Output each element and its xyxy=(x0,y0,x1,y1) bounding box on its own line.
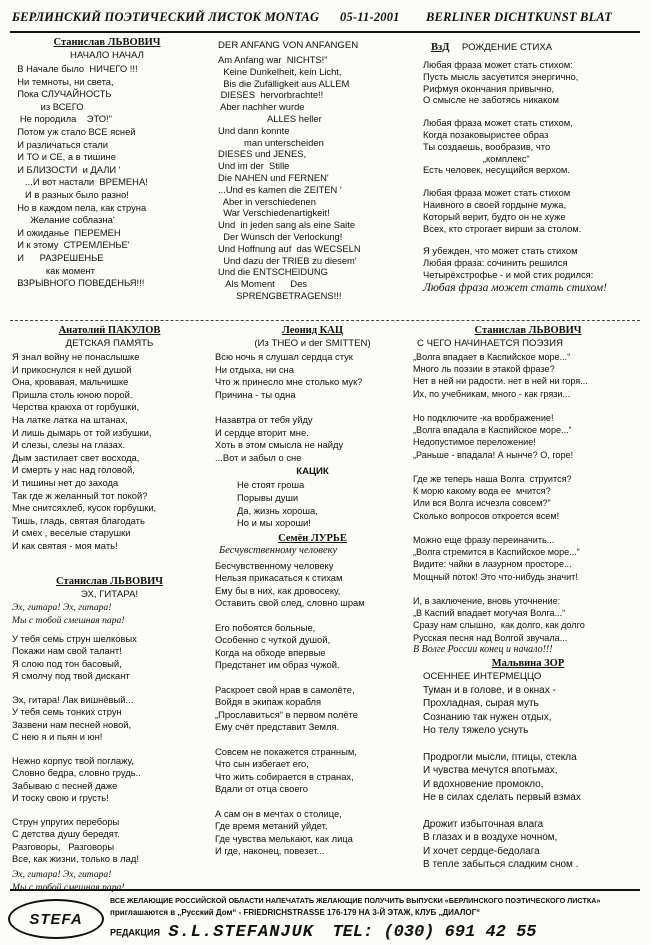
poem-stanza-1: Любая фраза может стать стихом: Пусть мысль засуетится энергично, Рифмуя окончания привычно, О смысле не заботясь никаком xyxy=(423,59,579,106)
poem-detskaya-pamyat xyxy=(12,325,207,553)
poem-text: „Волга впадает в Каспийское море...“ Много ль поэзии в этакой фразе? Нет в ней ни радости. нет в ней ни горя... Их, по учебникам, много - как грязи... Но подключите -ка воображение! „Волга впадала в Каспийское море...“ Недопустимое переложение! „Раньше - впадала! А нынче? О, горе! Где же теперь наша Волга струится? К морю какому вода ее мчится? Или вся Волга исчезла совсем?" Сколько вопросов откроется всем! Можно еще фразу переиначить... „Волга стремится в Каспийское море...“ Видите: чайки в лазурном просторе... Мощный поток! Это что-нибудь значит! И, в заключение, вновь уточнение: „В Каспий впадает могучая Волга...“ Сразу нам слышно, как долго, как долго Русская песня над Волгой звучала... xyxy=(413,352,588,643)
poem-title-lurie: Бесчувственному человеку xyxy=(219,544,338,556)
poem-s-chego xyxy=(413,325,643,872)
poem-stanza-2: Любая фраза может стать стихом, Когда позаковыристее образ Ты создаешь, вообразив, что „комплекс“ Есть человек, несущийся верхом. xyxy=(423,117,573,176)
poem-rozhdenie-stikha xyxy=(423,37,638,294)
poem-title: С ЧЕГО НАЧИНАЕТСЯ ПОЭЗИЯ xyxy=(417,338,563,349)
poem-text-zor: Туман и в голове, и в окнах - Прохладная, сырая муть Сознанию так нужен отдых, Но телу тяжело уснуть Продрогли мысли, птицы, стекла И чувства мечутся впотьмах, И вдохновение промокло, Не в силах сделать первый взмах Дрожит избыточная влага В глазах и в воздухе ночном, И хочет сердце-бедолага В тепле забыться сладким сном . xyxy=(423,684,581,871)
masthead-title-de: BERLINER DICHTKUNST BLAT xyxy=(426,10,613,24)
poem-stanza-4: Я убежден, что может стать стихом Любая фраза: сочинить решился Четырёхстрофье - и мой стих родился: xyxy=(423,245,594,280)
poem-kats xyxy=(215,325,410,857)
poem-epigraph: Эх, гитара! Эх, гитара! Мы с тобой смешная пара! xyxy=(12,602,125,626)
poem-final-line: Любая фраза может стать стихом! xyxy=(423,281,607,294)
poem-stanza-3: Любая фраза может стать стихом Наивного в своей гордыне мужа, Который верит, будто он не хуже Всех, кто строгает вирши за столом. xyxy=(423,187,582,234)
poem-author: ВзД xyxy=(431,42,450,53)
poem-author: Леонид КАЦ xyxy=(281,325,344,336)
poem-text: Всю ночь я слушал сердца стук Ни отдыха, ни сна Что ж принесло мне столько мук? Причина - ты одна Назавтра от тебя уйду И сердце вторит мне. Хоть в этом смысла не найду ...Вот и забыл о сне xyxy=(215,351,363,463)
poem-title: НАЧАЛО НАЧАЛ xyxy=(70,50,144,61)
stefa-logo: STEFA xyxy=(8,899,104,939)
poem-title-zor: ОСЕННЕЕ ИНТЕРМЕЦЦО xyxy=(423,670,542,682)
footer-rule xyxy=(10,889,640,891)
masthead xyxy=(12,8,640,30)
poem-text: У тебя семь струн шелковых Покажи нам свой талант! Я слою под тон басовый, Я смолчу под твой дискант Эх, гитара! Лак вишнёвый... У тебя семь тонких струн Зазвени нам песней новой, С нею я и пьян и юн! Нежно корпус твой поглажу, Словно бедра, словно грудь.. Забываю с песней даже И тоску свою и грусть! Струн упругих переборы С детства душу бередят. Разговоры, Разговоры Все, как жизни, только в лад! xyxy=(12,633,141,864)
poem-author: Станислав ЛЬВОВИЧ xyxy=(56,576,163,587)
poem-closing: В Волге России конец и начало!!! xyxy=(413,643,553,655)
masthead-rule xyxy=(10,31,640,33)
editor-name: S.L.STEFANJUK xyxy=(168,923,314,942)
poem-text-lurie: Бесчувственному человеку Нельзя прикасаться к стихам Ему бы в них, как дровосеку, Оставить свой след, словно шрам Его побоятся больные, Особенно с чуткой душой, Когда на обходе впервые Предстанет им образ чужой. Раскроет свой нрав в самолёте, Войдя в экипаж корабля „Прославиться“ в первом полёте Ему счёт представит Земля. Совсем не покажется странным, Что сын избегает его, Что жить собирается в странах, Вдали от отца своего А сам он в мечтах о столице, Где время метаний уйдет, Где чувства мелькают, как лица И где, наконец, повезет... xyxy=(215,559,365,857)
section-divider xyxy=(10,320,640,321)
poem-refrain: Эх, гитара! Эх, гитара! Мы с тобой смешная пара! xyxy=(12,869,125,893)
footer-notice-2: приглашаются в „Русский Дом“ - FRIEDRICHSTRASSE 176-179 НА 3-Й ЭТАЖ, КЛУБ „ДИАЛОГ“ xyxy=(110,908,481,917)
poem-text-katsik: Не стоят гроша Порывы души Да, жизнь хороша, Но и мы хороши! xyxy=(237,479,318,529)
poem-author: Анатолий ПАКУЛОВ xyxy=(58,325,161,336)
poem-author: Станислав ЛЬВОВИЧ xyxy=(53,37,161,48)
editor-phone: TEL: (030) 691 42 55 xyxy=(332,923,537,942)
poem-author-zor: Мальвина ЗОР xyxy=(491,657,565,669)
poem-text: Я знал войну не понаслышке И прикоснулся к ней душой Она, кровавая, мальчишке Пришла столь юною порой. Черства краюха от горбушки, На латке латка на штанах, И лишь дымарь от той избушки, И слезы, слезы на глазах. Дым застилает свет восхода, И смерть у нас над головой, И тишины нет до захода Так где ж желанный тот покой? Мне снитсяхлеб, кусок горбушки, Тишь, гладь, святая благодать И смех , веселые старушки И как святая - моя мать! xyxy=(12,351,157,551)
footer-notice-1: ВСЕ ЖЕЛАЮЩИЕ РОССИЙСКОЙ ОБЛАСТИ НАПЕЧАТАТЬ ЖЕЛАЮЩИЕ ПОЛУЧИТЬ ВЫПУСКИ «БЕРЛИНСКОГО ПОЭТИЧЕСКОГО ЛИСТКА» xyxy=(110,896,601,905)
poem-author: Станислав ЛЬВОВИЧ xyxy=(474,325,582,336)
editor-label: РЕДАКЦИЯ xyxy=(110,927,160,938)
poem-title: ДЕТСКАЯ ПАМЯТЬ xyxy=(65,338,154,349)
poem-author-lurie: Семён ЛУРЬЕ xyxy=(278,532,347,544)
poem-text: В Начале было НИЧЕГО !!! Ни темноты, ни света, Пока СЛУЧАЙНОСТЬ из ВСЕГО Не породила ЭТО!" Потом уж стало ВСЕ ясней И различаться стали И ТО и СЕ, а в тишине И БЛИЗОСТИ и ДАЛИ ' ...И вот настали ВРЕМЕНА! И в разных было разно! Но в каждом пела, как струна Желание соблазна' И ожиданье ПЕРЕМЕН И к этому СТРЕМЛЕНЬЕ' И РАЗРЕШЕНЬЕ как момент ВЗРЫВНОГО ПОВЕДЕНЬЯ!!! xyxy=(17,63,148,289)
poem-text: Am Anfang war NICHTS!" Keine Dunkelheit, kein Licht, Bis die Zufälligkeit aus ALLEM DIESES hervorbrachte!! Aber nachher wurde ALLES heller Und dann konnte man unterscheiden DIESES und JENES, Und im der Stille Die NAHEN und FERNEN' ...Und es kamen die ZEITEN ' Aber in verschiedenen War Verschiedenartigkeit! Und in jeden sang als eine Saite Der Wunsch der Verlockung! Und Hoffnung auf das WECSELN Und dazu der TRIEB zu diesem' Und die ENTSCHEIDUNG Als Moment Des SPRENGBETRAGENS!!! xyxy=(218,54,361,301)
poem-subtitle: (Из THEO и der SMITTEN) xyxy=(254,338,371,349)
footer xyxy=(8,893,642,941)
masthead-date: 05-11-2001 xyxy=(340,10,400,24)
poem-title: DER ANFANG VON ANFANGEN xyxy=(218,40,359,51)
editor-line xyxy=(110,923,537,942)
poem-title: ЭХ, ГИТАРА! xyxy=(80,589,139,600)
poem-der-anfang xyxy=(218,40,418,302)
poem-title-katsik: КАЦИК xyxy=(296,466,329,478)
poem-title: РОЖДЕНИЕ СТИХА xyxy=(461,42,553,53)
poem-ekh-gitara xyxy=(12,576,207,894)
masthead-title-ru: БЕРЛИНСКИЙ ПОЭТИЧЕСКИЙ ЛИСТОК MONTAG xyxy=(12,10,320,24)
poem-nachalo-nachal xyxy=(12,37,202,290)
